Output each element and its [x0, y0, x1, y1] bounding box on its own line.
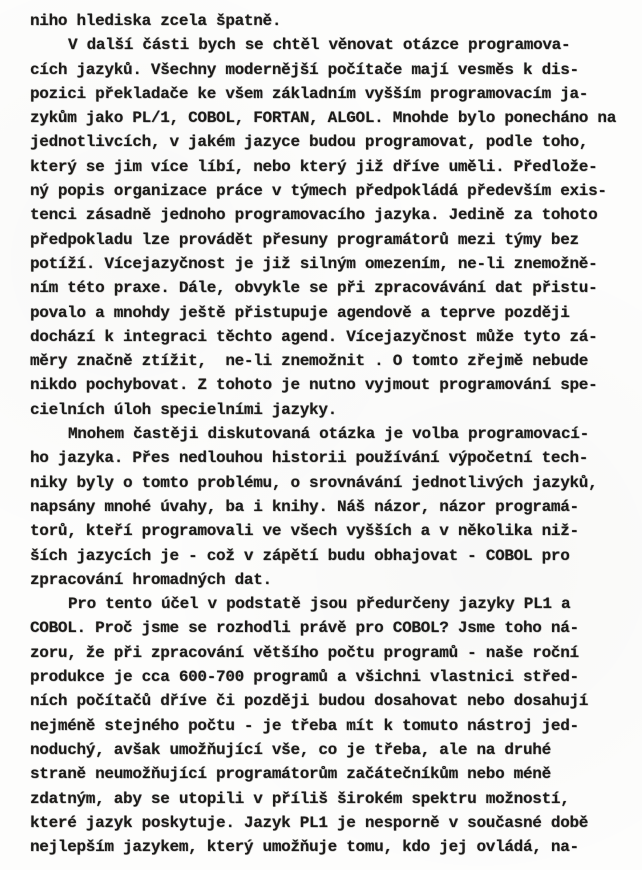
text-line: nikdo pochybovat. Z tohoto je nutno vyjmout programování spe-: [30, 376, 598, 395]
text-line: torů, kteří programovali ve všech vyšších a v několika niž-: [30, 522, 579, 541]
text-line: které jazyk poskytuje. Jazyk PL1 je nesporně v současné době: [30, 813, 589, 832]
text-line: niho hlediska zcela špatně.: [30, 12, 282, 30]
text-line: jednotlivcích, v jakém jazyce budou programovat, podle toho,: [30, 133, 589, 152]
text-line: straně neumožňující programátorům začátečníkům nebo méně: [30, 765, 551, 784]
text-line: potíží. Vícejazyčnost je již silným omezením, ne-li znemožně-: [30, 254, 598, 273]
text-line: nejlepším jazykem, který umožňuje tomu, kdo jej ovládá, na-: [30, 838, 579, 857]
text-line: zoru, že při zpracování většího počtu programů - naše roční: [30, 643, 579, 662]
text-line: ších jazycích je - což v zápětí budu obhajovat - COBOL pro: [30, 546, 570, 565]
text-line: cielních úloh specielními jazyky.: [30, 400, 337, 419]
text-line: ních počítačů dříve či později budou dosahovat nebo dosahují: [30, 692, 589, 711]
text-line: měry značně ztížit, ne-li znemožnit . O tomto zřejmě nebude: [30, 352, 589, 371]
text-line: niky byly o tomto problému, o srovnávání jednotlivých jazyků,: [30, 473, 598, 492]
text-line: tenci zásadně jednoho programovacího jazyka. Jedině za tohoto: [30, 206, 598, 225]
text-line: předpokladu lze provádět přesuny programátorů mezi týmy bez: [30, 230, 579, 249]
text-line: zpracování hromadných dat.: [30, 570, 272, 589]
text-line: V další části bych se chtěl věnovat otázce programova-: [68, 36, 571, 55]
text-line: ný popis organizace práce v týmech předpokládá především exis-: [30, 182, 607, 201]
text-line: zykům jako PL/1, COBOL, FORTAN, ALGOL. Mnohde bylo ponecháno na: [30, 109, 616, 128]
text-line: pozici překladače ke všem základním vyšším programovacím ja-: [30, 84, 589, 103]
text-line: Mnohem častěji diskutovaná otázka je volba programovací-: [68, 425, 589, 444]
body-text: [30, 9, 636, 859]
text-line: napsány mnohé úvahy, ba i knihy. Náš názor, názor programá-: [30, 497, 579, 516]
text-line: COBOL. Proč jsme se rozhodli právě pro COBOL? Jsme toho ná-: [30, 619, 579, 638]
text-line: nejméně stejného počtu - je třeba mít k tomuto nástroj jed-: [30, 716, 579, 735]
text-line: povalo a mnohdy ještě přistupuje agendově a teprve později: [30, 303, 570, 322]
text-line: produkce je cca 600-700 programů a všichni vlastnici střed-: [30, 668, 579, 687]
text-line: zdatným, aby se utopili v příliš širokém spektru možností,: [30, 789, 570, 808]
text-line: Pro tento účel v podstatě jsou předurčeny jazyky PL1 a: [68, 595, 571, 614]
text-line: dochází k integraci těchto agend. Vícejazyčnost může tyto zá-: [30, 327, 598, 346]
text-line: noduchý, avšak umožňující vše, co je třeba, ale na druhé: [30, 740, 551, 759]
text-line: ho jazyka. Přes nedlouhou historii používání výpočetní tech-: [30, 449, 589, 468]
text-line: cích jazyků. Všechny modernější počítače mají vesměs k dis-: [30, 60, 579, 79]
text-line: ním této praxe. Dále, obvykle se při zpracovávání dat přistu-: [30, 279, 598, 298]
text-line: který se jim více líbí, nebo který již dříve uměli. Předlože-: [30, 157, 598, 176]
